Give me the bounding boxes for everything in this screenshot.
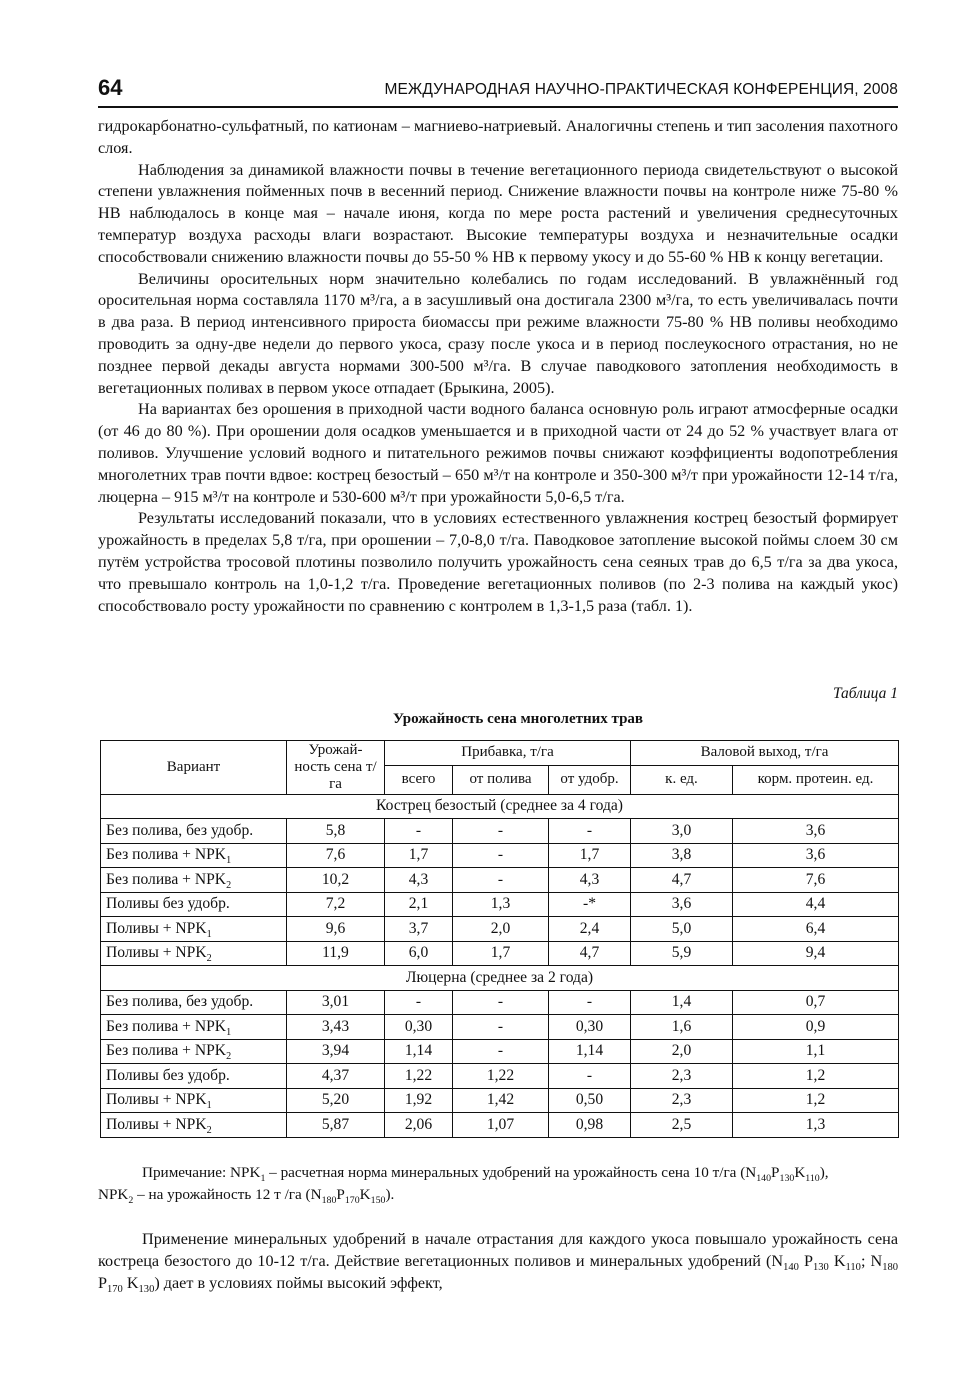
cell-protein-units: 1,2 [733, 1088, 899, 1113]
table-row [101, 819, 899, 844]
note-line-2: $NPK_2$ – на урожайность 12 т /га $(N_{180}P_{170}K_{150})$. [98, 1186, 395, 1207]
table-row [101, 1015, 899, 1040]
table-row [101, 990, 899, 1015]
cell-from-irrigation: - [453, 843, 549, 868]
cell-from-fertilizer: 4,3 [549, 868, 631, 893]
cell-variant: Поливы + $NPK_2$ [101, 1113, 287, 1138]
cell-yield: 9,6 [287, 917, 385, 942]
cell-protein-units: 0,7 [733, 990, 899, 1015]
table-row [101, 1039, 899, 1064]
cell-from-fertilizer: 4,7 [549, 941, 631, 966]
page-number: 64 [98, 75, 123, 100]
cell-feed-units: 3,0 [631, 819, 733, 844]
cell-from-fertilizer: 1,7 [549, 843, 631, 868]
paragraph-4: На вариантах без орошения в приходной части водного баланса основную роль играют атмосферные осадки (от 46 до 80 %). При орошении доля осадков уменьшается и в приходной части от 24 до 52 % участвует влага от поливов. Улучшение условий водного и питательного режимов почвы снижают коэффициенты водопотребления многолетних трав почти вдвое: кострец безостый – 650 м³/т на контроле и 350-300 м³/т при урожайности 12-14 т/га, люцерна – 915 м³/т на контроле и 530-600 м³/т при урожайности 5,0-6,5 т/га. [98, 400, 898, 506]
cell-feed-units: 2,0 [631, 1039, 733, 1064]
cell-variant: Поливы без удобр. [101, 1064, 287, 1089]
cell-variant: Без полива + $NPK_2$ [101, 1039, 287, 1064]
header-from-fertilizer: от удобр. [549, 765, 631, 794]
cell-yield: 11,9 [287, 941, 385, 966]
table-title: Урожайность сена многолетних трав [392, 711, 644, 727]
cell-from-fertilizer: - [549, 990, 631, 1015]
cell-variant: Без полива + $NPK_1$ [101, 1015, 287, 1040]
cell-total: 4,3 [385, 868, 453, 893]
cell-total: - [385, 990, 453, 1015]
cell-yield: 3,01 [287, 990, 385, 1015]
cell-total: 1,7 [385, 843, 453, 868]
cell-protein-units: 4,4 [733, 892, 899, 917]
table-group-row [101, 966, 899, 991]
cell-yield: 5,8 [287, 819, 385, 844]
table-row [101, 941, 899, 966]
cell-total: 2,06 [385, 1113, 453, 1138]
cell-total: 1,14 [385, 1039, 453, 1064]
note-line-1: Примечание: $NPK_1$ – расчетная норма минеральных удобрений на урожайность сена 10 т/га $(N_{140}P_{130}K_{110})$, [142, 1164, 829, 1185]
cell-from-irrigation: 2,0 [453, 917, 549, 942]
cell-yield: 5,20 [287, 1088, 385, 1113]
cell-from-fertilizer: -* [549, 892, 631, 917]
cell-variant: Поливы + $NPK_2$ [101, 941, 287, 966]
cell-protein-units: 1,2 [733, 1064, 899, 1089]
cell-feed-units: 3,6 [631, 892, 733, 917]
cell-protein-units: 1,3 [733, 1113, 899, 1138]
cell-feed-units: 2,5 [631, 1113, 733, 1138]
cell-feed-units: 1,4 [631, 990, 733, 1015]
cell-total: 2,1 [385, 892, 453, 917]
table-row [101, 843, 899, 868]
table-row [101, 1088, 899, 1113]
cell-from-fertilizer: 0,98 [549, 1113, 631, 1138]
header-feed-units: к. ед. [631, 765, 733, 794]
header-yield: Урожай-ность сена т/га [287, 741, 385, 795]
cell-from-fertilizer: - [549, 1064, 631, 1089]
cell-from-irrigation: 1,22 [453, 1064, 549, 1089]
cell-yield: 3,43 [287, 1015, 385, 1040]
cell-protein-units: 1,1 [733, 1039, 899, 1064]
header-total: всего [385, 765, 453, 794]
cell-from-fertilizer: 0,50 [549, 1088, 631, 1113]
cell-feed-units: 5,9 [631, 941, 733, 966]
cell-from-fertilizer: 2,4 [549, 917, 631, 942]
cell-from-irrigation: - [453, 819, 549, 844]
cell-feed-units: 4,7 [631, 868, 733, 893]
page-header [98, 74, 898, 108]
cell-yield: 7,2 [287, 892, 385, 917]
cell-from-fertilizer: 1,14 [549, 1039, 631, 1064]
cell-variant: Поливы + $NPK_1$ [101, 917, 287, 942]
cell-protein-units: 6,4 [733, 917, 899, 942]
cell-protein-units: 3,6 [733, 843, 899, 868]
table-row [101, 868, 899, 893]
cell-variant: Поливы без удобр. [101, 892, 287, 917]
cell-yield: 7,6 [287, 843, 385, 868]
tail-text [98, 1228, 898, 1294]
paragraph-1: гидрокарбонатно-сульфатный, по катионам – магниево-натриевый. Аналогичны степень и тип засоления пахотного слоя. [98, 117, 898, 157]
header-gross: Валовой выход, т/га [631, 741, 899, 766]
cell-total: 0,30 [385, 1015, 453, 1040]
cell-total: 6,0 [385, 941, 453, 966]
table-row [101, 1064, 899, 1089]
cell-from-irrigation: 1,3 [453, 892, 549, 917]
header-from-irrigation: от полива [453, 765, 549, 794]
cell-from-irrigation: 1,07 [453, 1113, 549, 1138]
paragraph-6: Применение минеральных удобрений в начале отрастания для каждого укоса повышало урожайность сена костреца безостого до 10-12 т/га. Действие вегетационных поливов и минеральных удобрений ($N_{140}$ $P_{130}$ $K_{110}$; $N_{180}$ $P_{170}$ $K_{130}$) дает в условиях поймы высокий эффект, [98, 1230, 898, 1296]
cell-from-irrigation: - [453, 990, 549, 1015]
paragraph-3: Величины оросительных норм значительно колебались по годам исследований. В увлажнённый год оросительная норма составляла 1170 м³/га, а в засушливый она достигала 2300 м³/га, то есть увеличивалась почти в два раза. В период интенсивного прироста биомассы при режиме влажности 75-80 % НВ поливы необходимо проводить за одну-две недели до первого укоса, сразу после укоса и в период послеукосного отрастания, но не позднее первой декады августа нормами 300-500 м³/га. В случае паводкового затопления необходимость в вегетационных поливах в первом укосе отпадает (Брыкина, 2005). [98, 269, 898, 397]
running-title: МЕЖДУНАРОДНАЯ НАУЧНО-ПРАКТИЧЕСКАЯ КОНФЕРЕНЦИЯ, 2008 [384, 81, 898, 98]
cell-variant: Поливы + $NPK_1$ [101, 1088, 287, 1113]
table-label: Таблица 1 [832, 685, 898, 702]
cell-feed-units: 5,0 [631, 917, 733, 942]
cell-feed-units: 2,3 [631, 1064, 733, 1089]
cell-total: 1,92 [385, 1088, 453, 1113]
cell-yield: 4,37 [287, 1064, 385, 1089]
cell-yield: 10,2 [287, 868, 385, 893]
cell-total: - [385, 819, 453, 844]
cell-from-irrigation: 1,42 [453, 1088, 549, 1113]
cell-feed-units: 2,3 [631, 1088, 733, 1113]
cell-variant: Без полива, без удобр. [101, 819, 287, 844]
cell-from-irrigation: 1,7 [453, 941, 549, 966]
cell-from-fertilizer: 0,30 [549, 1015, 631, 1040]
cell-from-irrigation: - [453, 868, 549, 893]
header-increase: Прибавка, т/га [385, 741, 631, 766]
body-text [98, 116, 898, 617]
cell-from-irrigation: - [453, 1015, 549, 1040]
cell-variant: Без полива + $NPK_1$ [101, 843, 287, 868]
paragraph-2: Наблюдения за динамикой влажности почвы в течение вегетационного периода свидетельствуют о высокой степени увлажнения пойменных почв в весенний период. Снижение влажности почвы на контроле ниже 75-80 % НВ наблюдалось в конце мая – начале июня, когда по мере роста растений и увеличения среднесуточных температур воздуха расходы влаги возрастают. Высокие температуры воздуха и незначительные осадки способствовали снижению влажности почвы до 55-50 % НВ к первому укосу и до 55-60 % НВ к концу вегетации. [98, 160, 898, 266]
table-row [101, 892, 899, 917]
group-title: Кострец безостый (среднее за 4 года) [101, 794, 899, 819]
table-body [101, 794, 899, 1137]
header-variant: Вариант [101, 741, 287, 795]
paragraph-5: Результаты исследований показали, что в условиях естественного увлажнения кострец безостый формирует урожайность в пределах 5,8 т/га, при орошении – 7,0-8,0 т/га. Паводковое затопление высокой поймы слоем 30 см путём устройства тросовой плотины позволило получить урожайность сена сеяных трав до 6,5 т/га за два укоса, что превышало контроль на 1,0-1,2 т/га. Проведение вегетационных поливов (по 2-3 полива на каждый укос) способствовало росту урожайности по сравнению с контролем в 1,3-1,5 раза (табл. 1). [98, 509, 898, 615]
cell-from-irrigation: - [453, 1039, 549, 1064]
table-row [101, 917, 899, 942]
cell-feed-units: 1,6 [631, 1015, 733, 1040]
cell-yield: 5,87 [287, 1113, 385, 1138]
header-protein-units: корм. протеин. ед. [733, 765, 899, 794]
yield-table [100, 740, 899, 1138]
table-note [98, 1162, 898, 1206]
group-title: Люцерна (среднее за 2 года) [101, 966, 899, 991]
cell-protein-units: 9,4 [733, 941, 899, 966]
cell-protein-units: 3,6 [733, 819, 899, 844]
cell-feed-units: 3,8 [631, 843, 733, 868]
table-group-row [101, 794, 899, 819]
cell-protein-units: 7,6 [733, 868, 899, 893]
cell-variant: Без полива + $NPK_2$ [101, 868, 287, 893]
cell-total: 3,7 [385, 917, 453, 942]
cell-protein-units: 0,9 [733, 1015, 899, 1040]
cell-total: 1,22 [385, 1064, 453, 1089]
table-row [101, 1113, 899, 1138]
cell-from-fertilizer: - [549, 819, 631, 844]
cell-variant: Без полива, без удобр. [101, 990, 287, 1015]
cell-yield: 3,94 [287, 1039, 385, 1064]
